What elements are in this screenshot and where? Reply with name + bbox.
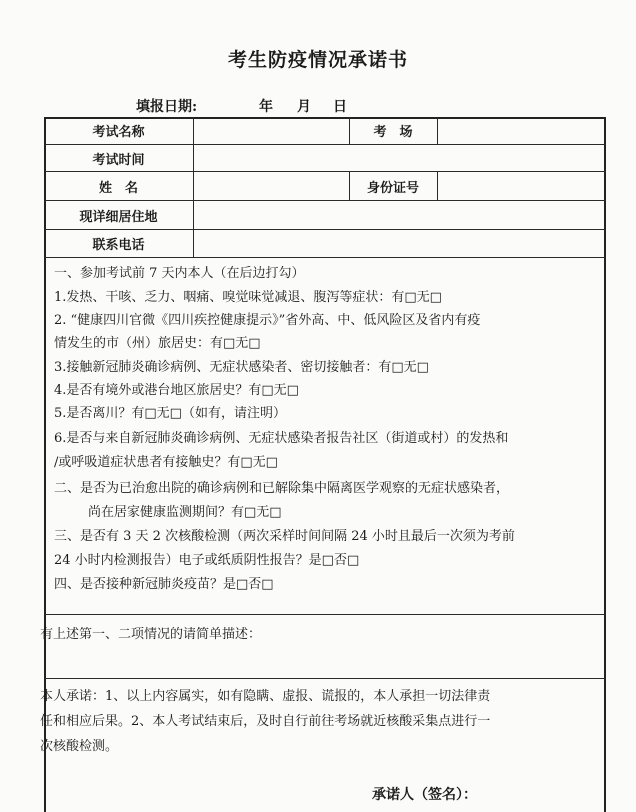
row-divider xyxy=(44,257,606,258)
address-label: 现详细居住地 xyxy=(79,210,158,225)
describe-label: 有上述第一、二项情况的请简单描述： xyxy=(40,627,262,642)
exam-name-field[interactable] xyxy=(195,119,347,143)
commitment-line2: 任和相应后果。2、本人考试结束后，及时自行前往考场就近核酸采集点进行一 xyxy=(40,714,491,729)
section1-item6-line2: /或呼吸道症状患者有接触史？有□无□ xyxy=(54,455,278,470)
commitment-line1: 本人承诺：1、以上内容属实，如有隐瞒、虚报、谎报的，本人承担一切法律责 xyxy=(40,689,491,704)
section1-item1: 1.发热、干咳、乏力、咽痛、嗅觉味觉减退、腹泻等症状：有□无□ xyxy=(54,290,442,305)
exam-name-label: 考试名称 xyxy=(92,125,145,140)
row-divider xyxy=(44,171,606,172)
section2-line1: 二、是否为已治愈出院的确诊病例和已解除集中隔离医学观察的无症状感染者， xyxy=(54,481,510,496)
exam-room-label: 考 场 xyxy=(373,125,413,140)
section1-item2-line2: 情发生的市（州）旅居史：有□无□ xyxy=(54,336,261,351)
fill-date-day: 日 xyxy=(333,99,347,115)
fill-date-label: 填报日期: xyxy=(136,99,198,115)
signature-field[interactable] xyxy=(500,782,600,804)
column-divider xyxy=(437,171,438,200)
column-divider xyxy=(193,117,194,257)
column-divider xyxy=(437,117,438,144)
section1-item4: 4.是否有境外或港台地区旅居史？有□无□ xyxy=(54,383,299,398)
section1-item5: 5.是否离川？有□无□（如有，请注明） xyxy=(54,406,286,421)
signature-label: 承诺人（签名）： xyxy=(372,787,477,803)
section3-line2: 24 小时内检测报告）电子或纸质阴性报告？是□否□ xyxy=(54,553,360,568)
exam-room-field[interactable] xyxy=(439,119,603,143)
section1-item6-line1: 6.是否与来自新冠肺炎确诊病例、无症状感染者报告社区（街道或村）的发热和 xyxy=(54,431,509,446)
section1-item3: 3.接触新冠肺炎确诊病例、无症状感染者、密切接触者：有□无□ xyxy=(54,360,429,375)
phone-field[interactable] xyxy=(195,231,603,256)
name-field[interactable] xyxy=(195,173,347,199)
section2-line2: 尚在居家健康监测期间？有□无□ xyxy=(88,505,282,520)
commitment-line3: 次核酸检测。 xyxy=(40,739,119,754)
name-label: 姓 名 xyxy=(98,181,138,196)
section1-item2-line1: 2. “健康四川官微《四川疾控健康提示》”省外高、中、低风险区及省内有疫 xyxy=(54,313,481,328)
describe-field[interactable] xyxy=(46,648,604,676)
section4-line1: 四、是否接种新冠肺炎疫苗？是□否□ xyxy=(54,577,274,592)
exam-time-field[interactable] xyxy=(195,146,603,170)
id-number-field[interactable] xyxy=(439,173,603,199)
address-field[interactable] xyxy=(195,202,603,228)
section3-line1: 三、是否有 3 天 2 次核酸检测（两次采样时间间隔 24 小时且最后一次须为考前 xyxy=(54,529,515,544)
section-divider xyxy=(44,614,606,615)
page-title: 考生防疫情况承诺书 xyxy=(227,49,408,71)
section-divider xyxy=(44,678,606,679)
fill-date-month: 月 xyxy=(297,99,311,115)
phone-label: 联系电话 xyxy=(92,238,145,253)
row-divider xyxy=(44,229,606,230)
fill-date-year: 年 xyxy=(259,99,273,115)
row-divider xyxy=(44,144,606,145)
exam-time-label: 考试时间 xyxy=(92,153,145,168)
row-divider xyxy=(44,200,606,201)
section1-heading: 一、参加考试前 7 天内本人（在后边打勾） xyxy=(54,266,305,281)
id-number-label: 身份证号 xyxy=(366,181,419,196)
